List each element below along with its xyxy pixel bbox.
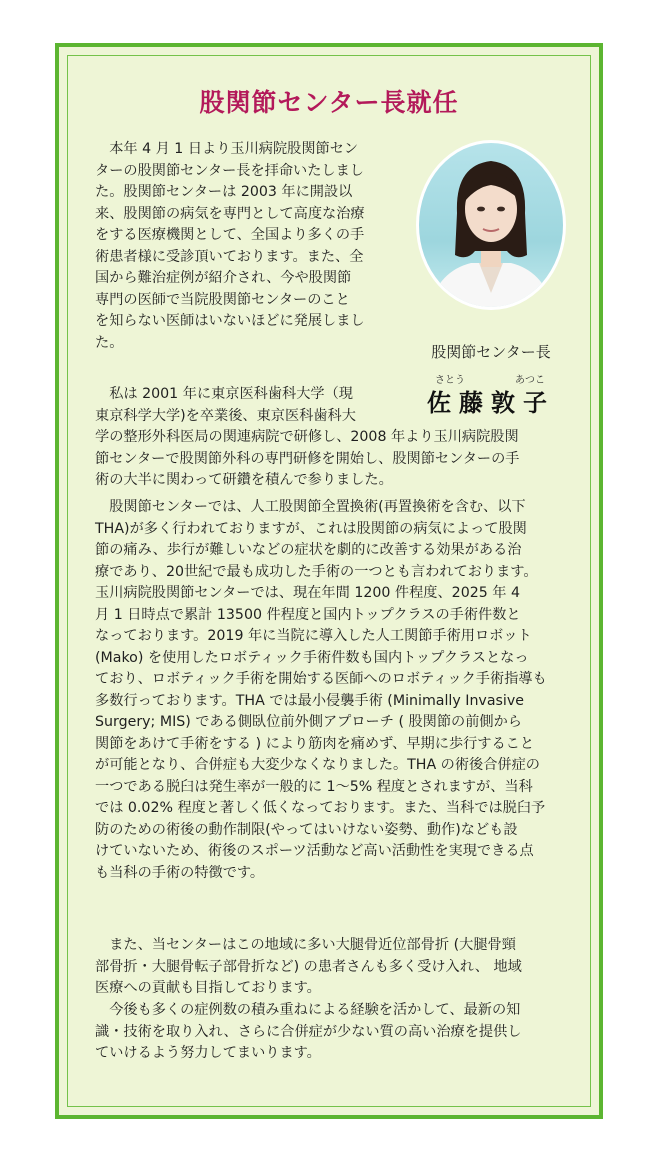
text-line: 来、股関節の病気を専門として高度な治療: [95, 205, 365, 222]
text-line: が可能となり、合併症も大変少なくなりました。THA の術後合併症の: [95, 757, 540, 773]
name-ruby-surname: さとう: [435, 375, 465, 386]
text-line: 私は 2001 年に東京医科歯科大学（現: [95, 386, 353, 402]
text-line: (Mako) を使用したロボティック手術件数も国内トップクラスとなっ: [95, 649, 529, 666]
text-line: 股関節センターでは、人工股関節全置換術(再置換術を含む、以下: [95, 499, 526, 515]
author-name: 佐藤敦子: [427, 389, 555, 417]
article-title: 股関節センター長就任: [199, 88, 459, 117]
paragraph-1: [95, 139, 409, 354]
text-line: 本年 4 月 1 日より玉川病院股関節セン: [95, 141, 359, 157]
text-line: た。: [95, 334, 124, 351]
article-frame: [55, 43, 603, 1119]
text-line: 専門の医師で当院股関節センターのこと: [95, 291, 350, 308]
text-line: また、当センターはこの地域に多い大腿骨近位部骨折 (大腿骨頸: [95, 937, 516, 953]
text-line: 療であり、20世紀で最も成功した手術の一つとも言われております。: [95, 563, 538, 580]
text-line: 多数行っております。THA では最小侵襲手術 (Minimally Invasive: [95, 692, 524, 709]
text-line: 玉川病院股関節センターでは、現在年間 1200 件程度、2025 年 4: [95, 585, 521, 601]
text-line: 国から難治症例が紹介され、今や股関節: [95, 270, 352, 286]
text-line: 学の整形外科医局の関連病院で研修し、2008 年より玉川病院股関: [95, 429, 519, 445]
text-line: た。股関節センターは 2003 年に開設以: [95, 184, 353, 200]
right-eye: [497, 207, 505, 212]
left-eye: [477, 207, 485, 212]
text-line: も当科の手術の特徴です。: [95, 864, 265, 881]
text-line: 月 1 日時点で累計 13500 件程度と国内トップクラスの手術件数と: [95, 606, 521, 623]
text-line: なっております。2019 年に当院に導入した人工関節手術用ロボット: [95, 628, 532, 644]
text-line: 節センターで股関節外科の専門研修を開始し、股関節センターの手: [95, 450, 520, 467]
portrait-photo: [416, 140, 566, 310]
text-line: ていけるよう努力してまいります。: [95, 1045, 321, 1061]
caption-role: 股関節センター長: [431, 343, 551, 361]
paragraph-3: [95, 497, 575, 884]
text-line: けていないため、術後のスポーツ活動など高い活動性を実現できる点: [95, 843, 534, 859]
text-line: 部骨折・大腿骨転子部骨折など) の患者さんも多く受け入れ、 地域: [95, 958, 522, 975]
text-line: をする医療機関として、全国より多くの手: [95, 227, 365, 243]
text-line: ており、ロボティック手術を開始する医師へのロボティック手術指導も: [95, 671, 547, 687]
text-line: を知らない医師はいないほどに発展しまし: [95, 313, 365, 329]
text-line: 医療への貢献も目指しております。: [95, 980, 321, 996]
text-line: 術患者様に受診頂いております。また、全: [95, 248, 364, 265]
text-line: 東京科学大学)を卒業後、東京医科歯科大: [95, 407, 356, 424]
text-line: 識・技術を取り入れ、さらに合併症が少ない質の高い治療を提供し: [95, 1023, 522, 1040]
portrait-illustration: [419, 143, 563, 307]
paragraph-5: [95, 1000, 575, 1065]
text-line: ターの股関節センター長を拝命いたしまし: [95, 162, 364, 179]
paragraph-4: [95, 935, 575, 1000]
text-line: 術の大半に関わって研鑽を積んで参りました。: [95, 472, 393, 488]
text-line: 一つである脱臼は発生率が一般的に 1～5% 程度とされますが、当科: [95, 778, 533, 795]
text-line: 節の痛み、歩行が難しいなどの症状を劇的に改善する効果がある治: [95, 542, 522, 558]
text-line: THA)が多く行われておりますが、これは股関節の病気によって股関: [95, 520, 527, 537]
text-line: 防のための術後の動作制限(やってはいけない姿勢、動作)なども設: [95, 821, 518, 838]
text-line: Surgery; MIS) である側臥位前外側アプローチ ( 股関節の前側から: [95, 714, 522, 730]
name-ruby-given: あつこ: [515, 375, 545, 386]
text-line: 今後も多くの症例数の積み重ねによる経験を活かして、最新の知: [95, 1002, 521, 1018]
text-line: 関節をあけて手術をする ) により筋肉を痛めず、早期に歩行すること: [95, 735, 535, 752]
text-line: では 0.02% 程度と著しく低くなっております。また、当科では脱臼予: [95, 800, 546, 816]
paragraph-2: [95, 384, 575, 492]
